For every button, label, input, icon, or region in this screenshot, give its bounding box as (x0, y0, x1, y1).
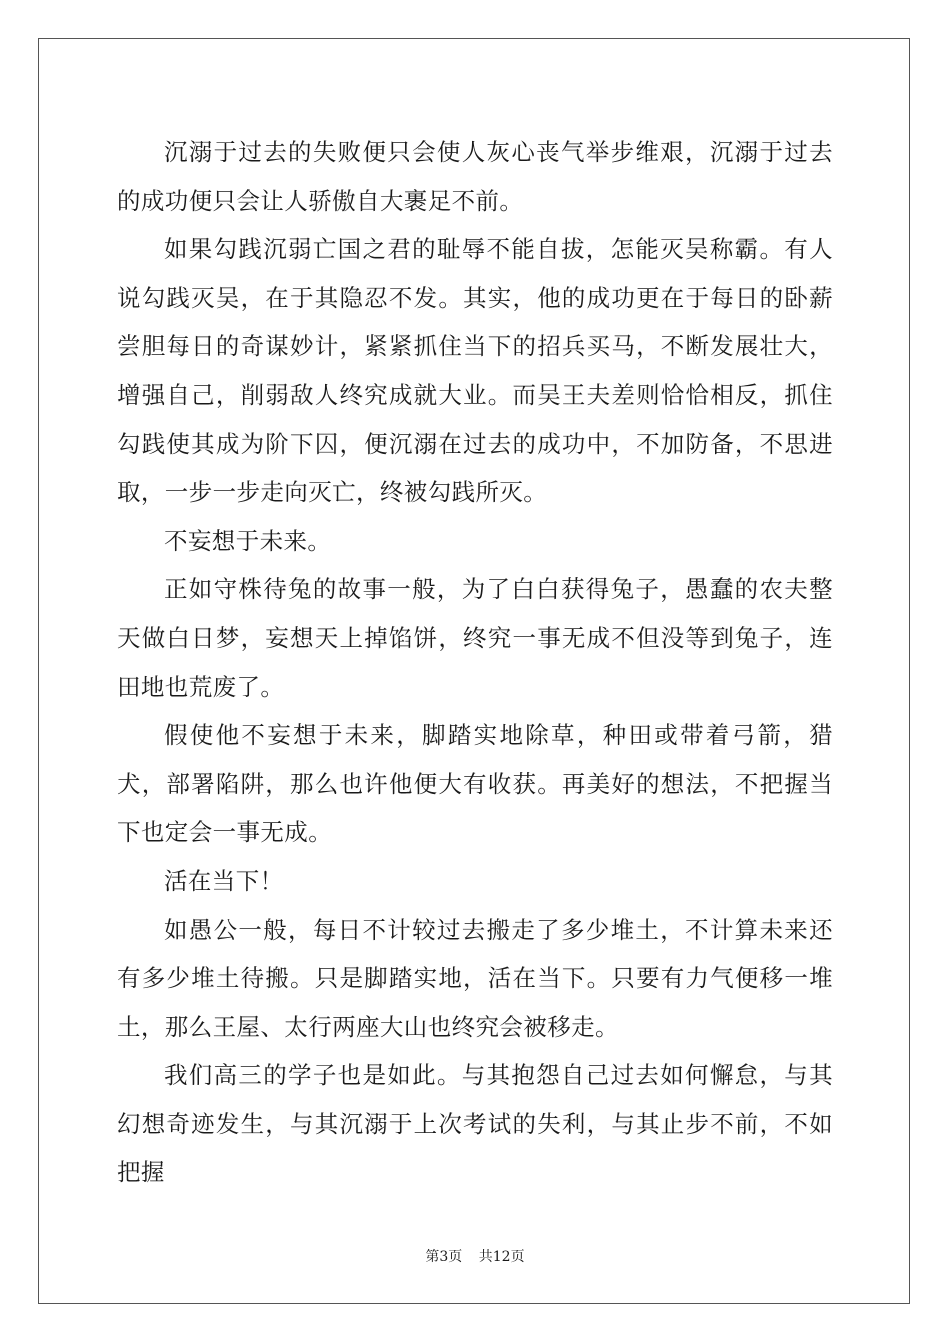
paragraph: 活在当下！ (164, 866, 284, 895)
paragraph: 假使他不妄想于未来，脚踏实地除草，种田或带着弓箭，猎犬，部署陷阱，那么也许他便大有收获。再美好的想法，不把握当下也定会一事无成。 (117, 721, 833, 847)
total-pages: 共12页 (478, 1249, 525, 1265)
document-body (117, 128, 833, 1197)
page-number: 第3页 (425, 1249, 463, 1265)
paragraph: 沉溺于过去的失败便只会使人灰心丧气举步维艰，沉溺于过去的成功便只会让人骄傲自大裹足不前。 (117, 138, 833, 215)
paragraph: 如果勾践沉弱亡国之君的耻辱不能自拔，怎能灭吴称霸。有人说勾践灭吴，在于其隐忍不发。其实，他的成功更在于每日的卧薪尝胆每日的奇谋妙计，紧紧抓住当下的招兵买马，不断发展壮大，增强自己，削弱敌人终究成就大业。而吴王夫差则恰恰相反，抓住勾践使其成为阶下囚，便沉溺在过去的成功中，不加防备，不思进取，一步一步走向灭亡，终被勾践所灭。 (117, 235, 833, 507)
paragraph: 我们高三的学子也是如此。与其抱怨自己过去如何懈怠，与其幻想奇迹发生，与其沉溺于上次考试的失利，与其止步不前，不如把握 (117, 1061, 833, 1187)
paragraph: 如愚公一般，每日不计较过去搬走了多少堆土，不计算未来还有多少堆土待搬。只是脚踏实地，活在当下。只要有力气便移一堆土，那么王屋、太行两座大山也终究会被移走。 (117, 915, 833, 1041)
paragraph: 不妄想于未来。 (164, 526, 332, 555)
paragraph: 正如守株待兔的故事一般，为了白白获得兔子，愚蠢的农夫整天做白日梦，妄想天上掉馅饼，终究一事无成不但没等到兔子，连田地也荒废了。 (117, 575, 833, 701)
page-footer (0, 1248, 950, 1266)
